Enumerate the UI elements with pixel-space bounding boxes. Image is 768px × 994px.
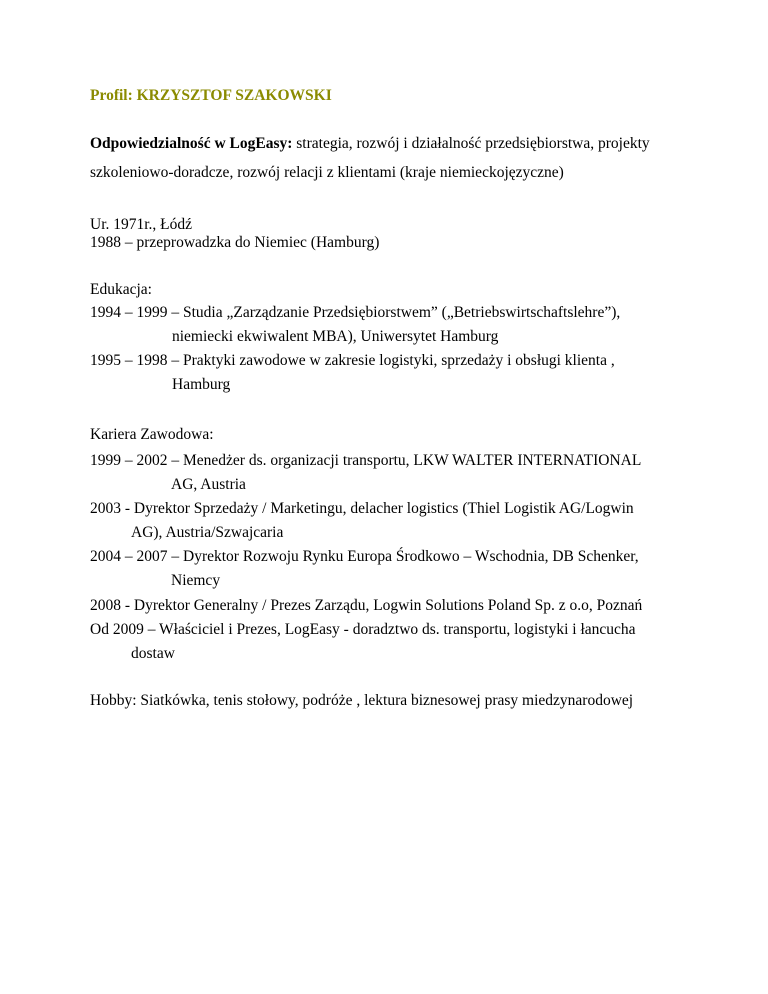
responsibility-line-2: szkoleniowo-doradcze, rozwój relacji z klientami (kraje niemieckojęzyczne) [90, 164, 564, 181]
education-entry-2-line-2: Hamburg [172, 376, 231, 393]
career-heading: Kariera Zawodowa: [90, 426, 214, 443]
profile-title: Profil: KRZYSZTOF SZAKOWSKI [90, 87, 332, 104]
hobby-line: Hobby: Siatkówka, tenis stołowy, podróże , lektura biznesowej prasy miedzynarodowej [90, 692, 634, 709]
career-entry-5-line-1: Od 2009 – Właściciel i Prezes, LogEasy - doradztwo ds. transportu, logistyki i łancucha [90, 621, 636, 638]
responsibility-label: Odpowiedzialność w LogEasy: [90, 135, 293, 152]
career-entry-5-line-2: dostaw [131, 645, 175, 662]
career-entry-1-line-1: 1999 – 2002 – Menedżer ds. organizacji transportu, LKW WALTER INTERNATIONAL [90, 452, 642, 469]
career-entry-1-line-2: AG, Austria [171, 476, 246, 493]
career-entry-2-line-1: 2003 - Dyrektor Sprzedaży / Marketingu, delacher logistics (Thiel Logistik AG/Logwin [90, 500, 634, 517]
education-heading: Edukacja: [90, 281, 152, 298]
career-entry-3-line-1: 2004 – 2007 – Dyrektor Rozwoju Rynku Europa Środkowo – Wschodnia, DB Schenker, [90, 548, 639, 565]
responsibility-text-1: strategia, rozwój i działalność przedsiębiorstwa, projekty [296, 135, 650, 152]
bio-born: Ur. 1971r., Łódź [90, 216, 193, 233]
career-entry-4-line-1: 2008 - Dyrektor Generalny / Prezes Zarządu, Logwin Solutions Poland Sp. z o.o, Poznań [90, 597, 643, 614]
education-entry-1-line-2: niemiecki ekwiwalent MBA), Uniwersytet Hamburg [172, 328, 499, 345]
responsibility-line-1 [90, 134, 650, 154]
education-entry-1-line-1: 1994 – 1999 – Studia „Zarządzanie Przedsiębiorstwem” („Betriebswirtschaftslehre”), [90, 304, 621, 321]
career-entry-2-line-2: AG), Austria/Szwajcaria [131, 524, 284, 541]
education-entry-2-line-1: 1995 – 1998 – Praktyki zawodowe w zakresie logistyki, sprzedaży i obsługi klienta , [90, 352, 615, 369]
career-entry-3-line-2: Niemcy [171, 572, 221, 589]
bio-moved: 1988 – przeprowadzka do Niemiec (Hamburg) [90, 234, 380, 251]
